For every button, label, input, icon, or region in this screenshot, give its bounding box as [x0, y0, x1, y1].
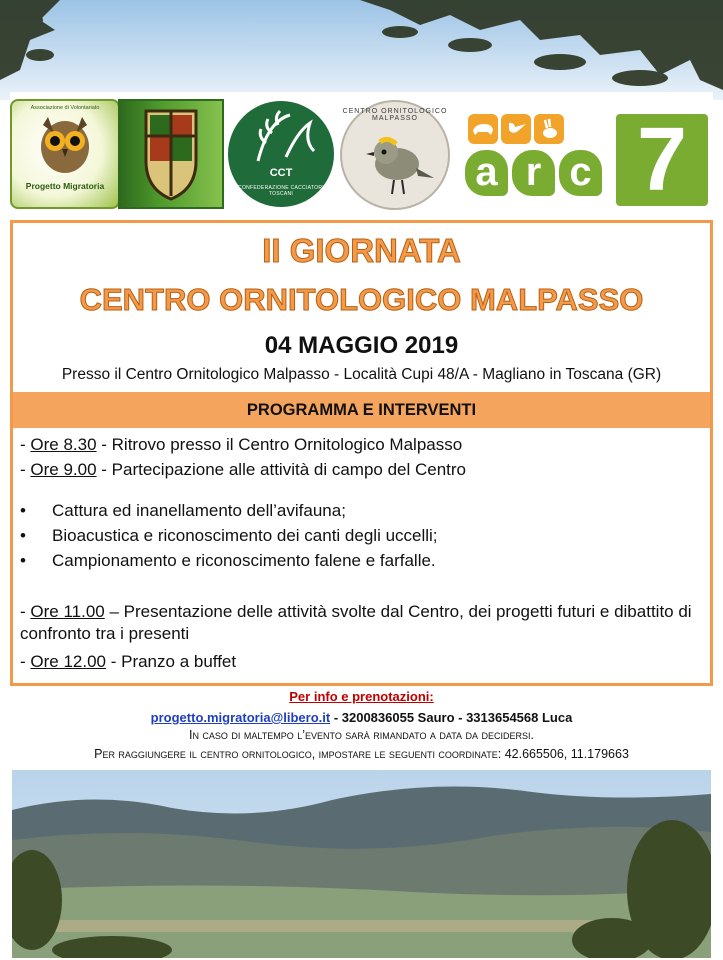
owl-icon [34, 113, 96, 175]
event-location: Presso il Centro Ornitologico Malpasso - Località Cupi 48/A - Magliano in Toscana (GR) [61, 366, 662, 383]
event-subtitle: CENTRO ORNITOLOGICO MALPASSO [79, 282, 644, 317]
activity-text: Campionamento e riconoscimento falene e farfalle. [52, 551, 436, 570]
sky-banner [0, 0, 723, 100]
pheasant-icon [501, 114, 531, 144]
email-link[interactable]: progetto.migratoria@libero.it [150, 710, 331, 725]
program-text: - Pranzo a buffet [106, 652, 237, 671]
contact-line [0, 710, 723, 725]
hare-icon [534, 114, 564, 144]
foliage-illustration [0, 0, 723, 100]
cct-logo [228, 101, 334, 207]
coat-of-arms-icon [120, 101, 222, 207]
weather-note: In caso di maltempo l’evento sarà rimandato a data da decidersi. [188, 728, 534, 742]
program-item: - Ore 11.00 – Presentazione delle attività svolte dal Centro, dei progetti futuri e dibattito di confronto tra i presenti [20, 602, 692, 643]
centro-ornitologico-logo-text: CENTRO ORNITOLOGICO MALPASSO [342, 108, 448, 122]
contact-title: Per info e prenotazioni: [289, 689, 434, 704]
hills-illustration [12, 770, 711, 958]
boar-icon [468, 114, 498, 144]
bullet-icon: • [20, 551, 26, 570]
event-title: II GIORNATA [262, 232, 461, 269]
program-item: - Ore 12.00 - Pranzo a buffet [20, 652, 237, 671]
cct-subtitle: CONFEDERAZIONE CACCIATORI TOSCANI [238, 185, 324, 197]
program-item: - Ore 8.30 - Ritrovo presso il Centro Ornitologico Malpasso [20, 435, 463, 454]
progetto-migratoria-logo [10, 99, 120, 209]
progetto-migratoria-caption: Progetto Migratoria [25, 181, 105, 191]
coordinates-note: Per raggiungere il centro ornitologico, impostare le seguenti coordinate: 42.665506, 11.179663 [94, 747, 629, 761]
activity-text: Bioacustica e riconoscimento dei canti degli uccelli; [52, 526, 438, 545]
program-item: - Ore 9.00 - Partecipazione alle attività di campo del Centro [20, 460, 467, 479]
coat-of-arms-logo [118, 99, 224, 209]
arc-letter-c: c [559, 150, 602, 196]
landscape-photo [12, 770, 711, 958]
arc-letter-r: r [512, 150, 555, 196]
program-text: - Partecipazione alle attività di campo del Centro [96, 460, 467, 479]
bullet-icon: • [20, 526, 26, 545]
wheat-bird-icon [228, 101, 334, 171]
bullet-icon: • [20, 501, 26, 520]
phone-numbers: 3200836055 Sauro - 3313654568 Luca [341, 710, 573, 725]
program-text: – Presentazione delle attività svolte dal Centro, dei progetti futuri e dibattito di confronto tra i presenti [20, 602, 692, 643]
program-time: Ore 11.00 [30, 602, 105, 621]
arc-logo [465, 114, 605, 210]
program-heading: PROGRAMMA E INTERVENTI [13, 392, 710, 428]
program-text: - Ritrovo presso il Centro Ornitologico Malpasso [96, 435, 463, 454]
program-time: Ore 8.30 [30, 435, 97, 454]
logo-strip [10, 92, 713, 222]
centro-ornitologico-logo [340, 100, 450, 210]
program-time: Ore 12.00 [30, 652, 106, 671]
program-time: Ore 9.00 [30, 460, 97, 479]
contact-separator: - [330, 710, 342, 725]
arc-letter-a: a [465, 150, 508, 196]
association-text: Associazione di Volontariato [30, 105, 100, 111]
event-date: 04 MAGGIO 2019 [264, 332, 459, 359]
activity-text: Cattura ed inanellamento dell’avifauna; [52, 501, 346, 520]
cct-label: CCT [269, 167, 293, 179]
arc-number-7: 7 [616, 114, 708, 206]
